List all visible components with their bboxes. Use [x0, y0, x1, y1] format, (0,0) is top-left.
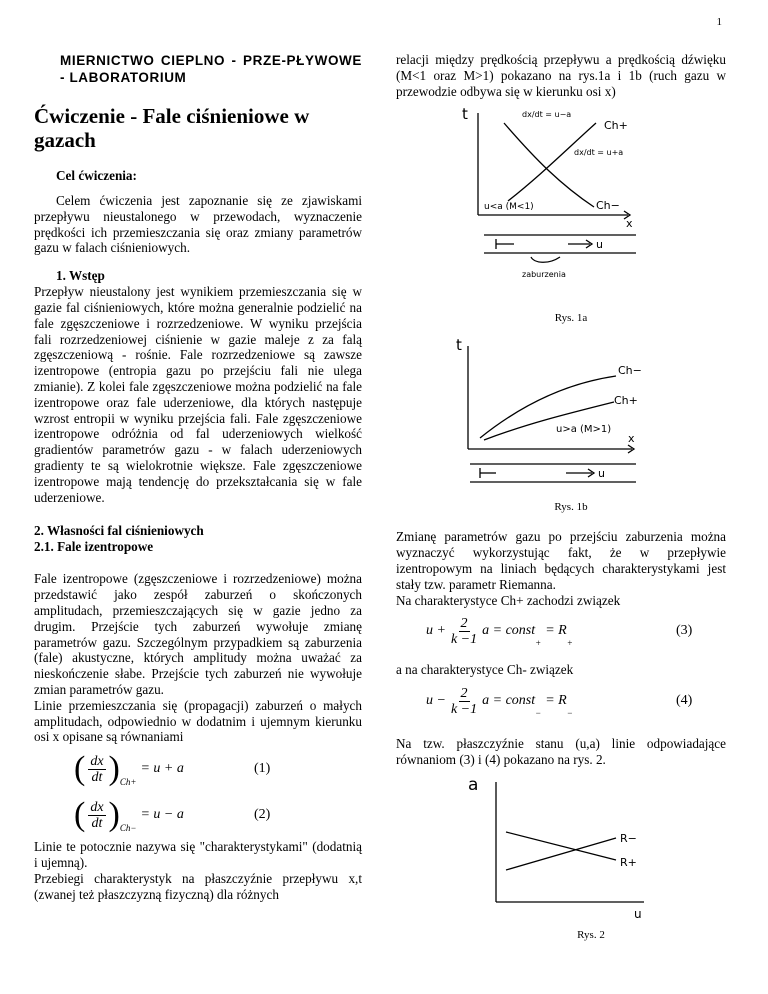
right-p1: relacji między prędkością przepływu a prędkością dźwięku (M<1 oraz M>1) pokazano na rys.1a i 1b (ruch gazu w przewodzie odbywa się w kierunku osi x)	[396, 52, 726, 99]
fig1a-slope-neg: dx/dt = u−a	[522, 110, 572, 120]
fig1b-u-label: u	[598, 467, 605, 481]
section2-p2: Linie przemieszczania się (propagacji) zaburzeń o małych amplitudach, odpowiednio w dodatnim i ujemnym kierunku osi x opisane są równaniami	[34, 697, 362, 745]
equation-2: ( $\frac{dx}{dt}$ ) Ch− = u − a (2)	[74, 796, 271, 834]
figure-2-caption: Rys. 2	[577, 928, 605, 941]
fig1b-chplus: Ch+	[614, 394, 638, 408]
section2-p3: Linie te potocznie nazywa się "charakterystykami" (dodatnią i ujemną).	[34, 839, 362, 870]
right-p2: Zmianę parametrów gazu po przejściu zaburzenia można wyznaczyć wykorzystując fakt, że w przepływie izentropowym na liniach będących charakterystykami jest stały tzw. parametr Riemanna.	[396, 529, 726, 592]
fig1a-condition: u<a (M<1)	[484, 202, 534, 213]
page-number: 1	[716, 16, 722, 28]
fig1b-t-label: t	[456, 336, 462, 355]
figure-1a	[456, 105, 726, 324]
equation-1-label: (1)	[254, 761, 271, 777]
fig1b-x-label: x	[628, 432, 635, 446]
fig1a-disturbance: zaburzenia	[522, 270, 566, 280]
section2-p4: Przebiegi charakterystyk na płaszczyźnie przepływu x,t (zwanej też płaszczyzną fizyczną) dla różnych	[34, 870, 362, 902]
section2-p1: Fale izentropowe (zgęszczeniowe i rozrzedzeniowe) można przedstawić jako zespół zaburzeń o skończonych amplitudach, przemieszczających się w gazie jedno za drugim. Przejście tych zaburzeń wywołuje zmianę parametrów gazu. Szczególnym przypadkiem są zaburzenia (fale) akustyczne, których amplitudy można uważać za nieskończenie słabe. Przejście tych zaburzeń nie wywołuje zmian parametrów gazu.	[34, 571, 362, 697]
goal-text: Celem ćwiczenia jest zapoznanie się ze zjawiskami przepływu nieustalonego w przewodach, wyznaczenie prędkości ich przemieszczania się oraz zmiany parametrów gazu w falach ciśnieniowych.	[34, 193, 362, 256]
r-minus-line	[506, 838, 616, 870]
fig1b-condition: u>a (M>1)	[556, 424, 612, 436]
fig1a-u-label: u	[596, 238, 603, 252]
right-column	[396, 52, 726, 941]
left-column	[34, 52, 362, 902]
fig2-r-minus: R−	[620, 831, 637, 845]
goal-heading: Cel ćwiczenia:	[56, 168, 137, 183]
ch-plus-line	[508, 123, 596, 201]
figure-1b	[456, 334, 726, 513]
r-plus-line	[506, 832, 616, 860]
figure-2-sketch	[466, 772, 656, 922]
ch-minus-line	[504, 123, 594, 207]
figure-1a-caption: Rys. 1a	[554, 312, 588, 325]
fig1a-chminus: Ch−	[596, 199, 620, 213]
section21-heading: 2.1. Fale izentropowe	[34, 539, 154, 555]
intro-heading: 1. Wstęp	[56, 268, 105, 284]
figure-2	[466, 772, 726, 941]
equation-4: u − $\frac{2}{k -1}$ a = const − = R − (4)	[426, 685, 693, 719]
figure-1b-sketch	[456, 334, 646, 494]
figure-1a-sketch	[456, 105, 646, 305]
exercise-title: Ćwiczenie - Fale ciśnieniowe w gazach	[34, 104, 310, 152]
equation-2-label: (2)	[254, 807, 271, 823]
fig1a-slope-pos: dx/dt = u+a	[574, 148, 624, 158]
fig2-u-label: u	[634, 906, 642, 921]
equation-3: u + $\frac{2}{k -1}$ a = const + = R + (3)	[426, 615, 693, 649]
equation-4-label: (4)	[676, 693, 693, 709]
fig1a-t-label: t	[462, 105, 468, 124]
fig1a-chplus: Ch+	[604, 119, 628, 133]
lab-title: MIERNICTWO CIEPLNO - PRZE-PŁYWOWE - LABORATORIUM	[60, 53, 362, 85]
fig2-r-plus: R+	[620, 855, 637, 869]
fig1b-chminus: Ch−	[618, 364, 642, 378]
section2-heading: 2. Własności fal ciśnieniowych	[34, 523, 204, 539]
fig1a-x-label: x	[626, 217, 633, 231]
right-p5: Na tzw. płaszczyźnie stanu (u,a) linie odpowiadające równaniom (3) i (4) pokazano na rys. 2.	[396, 736, 726, 767]
equation-3-label: (3)	[676, 623, 693, 639]
equation-1: ( $\frac{dx}{dt}$ ) Ch+ = u + a (1)	[74, 750, 271, 788]
fig2-a-label: a	[468, 774, 479, 795]
intro-text: Przepływ nieustalony jest wynikiem przemieszczania się w gazie fal ciśnieniowych, które można generalnie podzielić na fale zgęszczeniowe i rozrzedzeniowe. W wyniku przejścia fali rozrzedzeniowej ciśnienie w gazie maleje z za falą zgęszczeniową - rośnie. Fale rozrzedzeniowe są zawsze izentropowe (entropia gazu po przejściu fali nie ulega zmianie). Z kolei fale zgęszczeniowe można podzielić na fale izentropowe oraz fale uderzeniowe, dla których następuje wzrost entropii w wyniku przejścia fali. Fale zgęszczeniowe izentropowe odróżnia od fal uderzeniowych wielkość gradientów parametrów gazu - w falach uderzeniowych gradienty te są wielokrotnie większe. Fale zgęszczeniowe izentropowe mają tendencję do przekształcania się w fale uderzeniowe.	[34, 284, 362, 505]
figure-1b-caption: Rys. 1b	[554, 501, 588, 514]
right-p4: a na charakterystyce Ch- związek	[396, 662, 574, 678]
right-p3: Na charakterystyce Ch+ zachodzi związek	[396, 592, 621, 608]
